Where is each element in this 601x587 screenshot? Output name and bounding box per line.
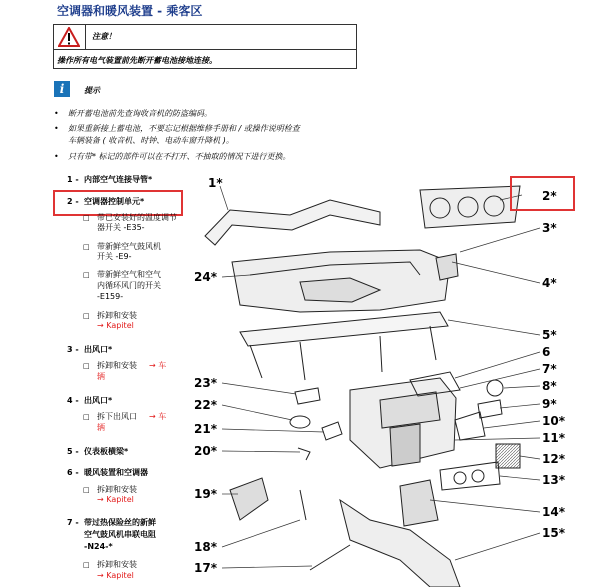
callout-label: 22*: [194, 398, 217, 412]
callout-label: 19*: [194, 487, 217, 501]
callout-label: 18*: [194, 540, 217, 554]
warning-box: [53, 24, 357, 69]
callout-label: 12*: [542, 452, 565, 466]
callout-label: 8*: [542, 379, 557, 393]
warning-text: 操作所有电气装置前先断开蓄电池接地连接。: [57, 56, 217, 65]
warning-triangle-icon: [58, 27, 80, 47]
callout-label: 15*: [542, 526, 565, 540]
exploded-parts-diagram: [190, 172, 598, 587]
callout-label: 11*: [542, 431, 565, 445]
callout-label: 10*: [542, 414, 565, 428]
callout-label: 4*: [542, 276, 557, 290]
callout-label: 5*: [542, 328, 557, 342]
warning-label: 注意！: [92, 32, 116, 41]
vehicle-link[interactable]: → 车: [149, 361, 167, 370]
warning-header: [54, 25, 356, 49]
kapitel-link[interactable]: → Kapitel: [97, 571, 134, 580]
callout-label: 14*: [542, 505, 565, 519]
kapitel-link[interactable]: → Kapitel: [97, 495, 134, 504]
vehicle-link[interactable]: → 车: [149, 412, 167, 421]
callout-label: 1*: [208, 176, 223, 190]
callout-label: 20*: [194, 444, 217, 458]
vehicle-link[interactable]: 辆: [97, 423, 105, 432]
callout-label: 9*: [542, 397, 557, 411]
hint-label: 提示: [84, 86, 100, 95]
callout-label: 2*: [542, 189, 557, 203]
vehicle-link[interactable]: 辆: [97, 372, 105, 381]
callout-label: 13*: [542, 473, 565, 487]
callout-label: 23*: [194, 376, 217, 390]
callout-label: 7*: [542, 362, 557, 376]
callout-label: 17*: [194, 561, 217, 575]
callout-label: 6: [542, 345, 551, 359]
kapitel-link[interactable]: → Kapitel: [97, 321, 134, 330]
page-title: 空调器和暖风装置 - 乘客区: [57, 4, 203, 18]
callout-label: 24*: [194, 270, 217, 284]
info-icon: i: [54, 81, 70, 97]
callout-label: 3*: [542, 221, 557, 235]
callout-label: 21*: [194, 422, 217, 436]
